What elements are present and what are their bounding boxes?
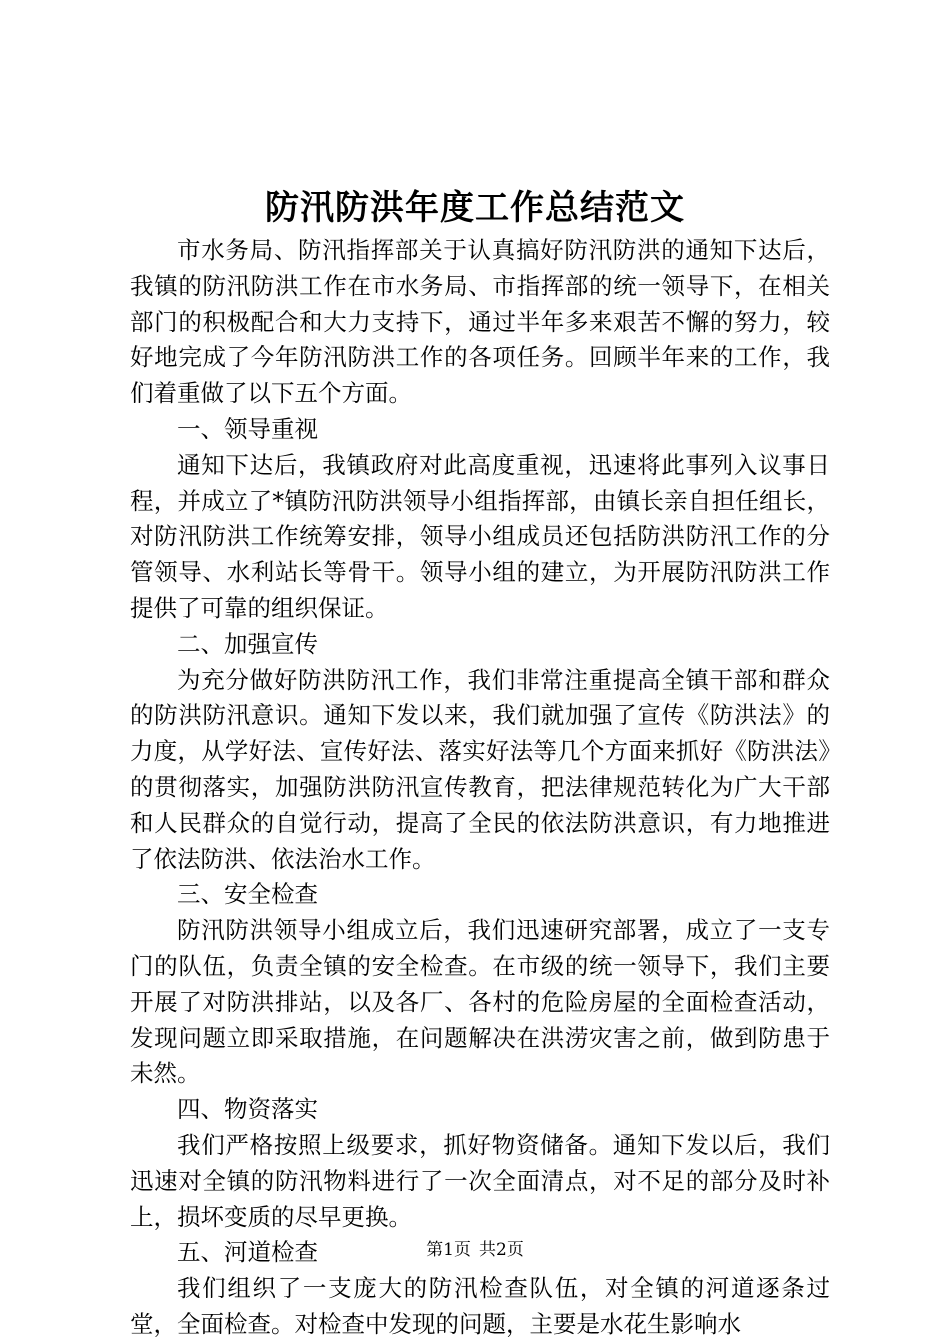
section-heading-3: 三、安全检查 [177, 880, 318, 909]
section-heading-4: 四、物资落实 [177, 1095, 318, 1124]
paragraph-section-4: 我们严格按照上级要求，抓好物资储备。通知下发以后，我们迅速对全镇的防汛物料进行了一次全面清点，对不足的部分及时补上，损坏变质的尽早更换。 [130, 1130, 830, 1231]
page-total: 共2页 [479, 1240, 524, 1260]
section-heading-5: 五、河道检查 [177, 1238, 318, 1267]
section-heading-1: 一、领导重视 [177, 414, 318, 443]
paragraph-section-2: 为充分做好防洪防汛工作，我们非常注重提高全镇干部和群众的防洪防汛意识。通知下发以来，我们就加强了宣传《防洪法》的力度，从学好法、宣传好法、落实好法等几个方面来抓好《防洪法》的贯彻落实，加强防洪防汛宣传教育，把法律规范转化为广大干部和人民群众的自觉行动，提高了全民的依法防洪意识，有力地推进了依法防洪、依法治水工作。 [130, 665, 830, 873]
page-footer [0, 1238, 950, 1262]
paragraph-section-3: 防汛防洪领导小组成立后，我们迅速研究部署，成立了一支专门的队伍，负责全镇的安全检查。在市级的统一领导下，我们主要开展了对防洪排站，以及各厂、各村的危险房屋的全面检查活动，发现问题立即采取措施，在问题解决在洪涝灾害之前，做到防患于未然。 [130, 916, 830, 1088]
document-body [130, 233, 830, 1343]
paragraph-section-5: 我们组织了一支庞大的防汛检查队伍，对全镇的河道逐条过堂，全面检查。对检查中发现的问题，主要是水花生影响水 [130, 1274, 830, 1338]
page-number: 第1页 [426, 1240, 471, 1260]
document-title: 防汛防洪年度工作总结范文 [265, 188, 685, 228]
paragraph-intro: 市水务局、防汛指挥部关于认真搞好防汛防洪的通知下达后，我镇的防汛防洪工作在市水务局、市指挥部的统一领导下，在相关部门的积极配合和大力支持下，通过半年多来艰苦不懈的努力，较好地完成了今年防汛防洪工作的各项任务。回顾半年来的工作，我们着重做了以下五个方面。 [130, 236, 830, 408]
section-heading-2: 二、加强宣传 [177, 629, 318, 658]
paragraph-section-1: 通知下达后，我镇政府对此高度重视，迅速将此事列入议事日程，并成立了*镇防汛防洪领导小组指挥部，由镇长亲自担任组长，对防汛防洪工作统筹安排，领导小组成员还包括防洪防汛工作的分管领导、水利站长等骨干。领导小组的建立，为开展防汛防洪工作提供了可靠的组织保证。 [130, 450, 830, 622]
